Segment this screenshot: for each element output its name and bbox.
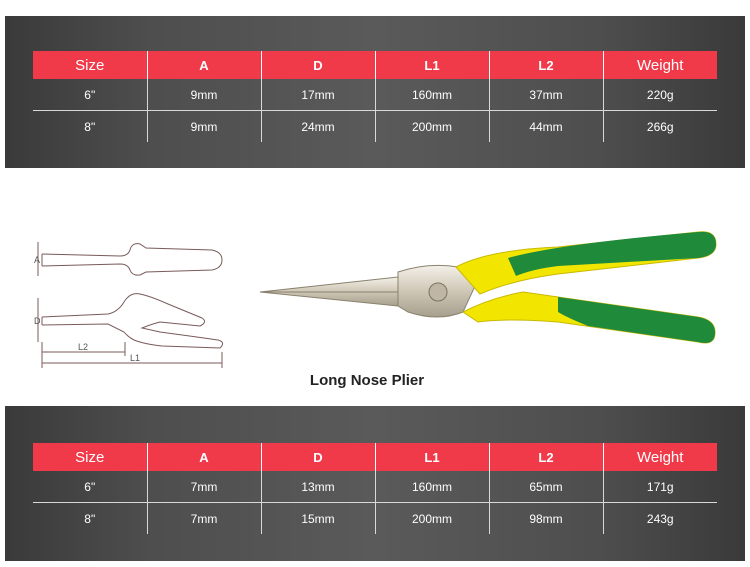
cell-weight: 266g	[603, 111, 717, 143]
header-l2: L2	[489, 443, 603, 471]
top-spec-table	[33, 51, 717, 142]
product-name: Long Nose Plier	[309, 372, 425, 389]
cell-a: 7mm	[147, 503, 261, 535]
cell-weight: 243g	[603, 503, 717, 535]
dimension-diagram	[30, 232, 245, 372]
diagram-label-l2: L2	[78, 342, 89, 352]
bottom-spec-table	[33, 443, 717, 534]
cell-size: 8"	[33, 503, 147, 535]
table-header-row	[33, 51, 717, 79]
header-d: D	[261, 51, 375, 79]
cell-l2: 98mm	[489, 503, 603, 535]
header-weight: Weight	[603, 443, 717, 471]
cell-weight: 171g	[603, 471, 717, 503]
top-spec-panel	[5, 16, 745, 168]
cell-size: 8"	[33, 111, 147, 143]
bottom-spec-panel	[5, 406, 745, 561]
cell-l1: 200mm	[375, 503, 489, 535]
table-row	[33, 503, 717, 535]
header-l2: L2	[489, 51, 603, 79]
cell-size: 6"	[84, 87, 96, 102]
diagram-side-view-outline	[42, 294, 223, 348]
header-a: A	[147, 443, 261, 471]
cell-l1: 160mm	[375, 471, 489, 503]
cell-d: 15mm	[261, 503, 375, 535]
cell-a: 9mm	[147, 79, 261, 111]
header-weight: Weight	[603, 51, 717, 79]
table-row	[33, 471, 717, 503]
cell-weight: 220g	[603, 79, 717, 111]
cell-d: 13mm	[261, 471, 375, 503]
cell-d: 24mm	[261, 111, 375, 143]
cell-l2: 65mm	[489, 471, 603, 503]
cell-l1: 200mm	[375, 111, 489, 143]
header-l1: L1	[375, 443, 489, 471]
cell-l2: 37mm	[489, 79, 603, 111]
diagram-top-view-outline	[42, 244, 222, 276]
cell-d: 17mm	[261, 79, 375, 111]
header-size: Size	[33, 51, 147, 79]
diagram-label-d: D	[34, 316, 41, 326]
diagram-label-a: A	[34, 255, 41, 265]
header-size: Size	[33, 443, 147, 471]
cell-l2: 44mm	[489, 111, 603, 143]
table-header-row	[33, 443, 717, 471]
cell-size: 6"	[84, 479, 96, 494]
plier-illustration	[258, 222, 720, 357]
cell-l1: 160mm	[375, 79, 489, 111]
header-d: D	[261, 443, 375, 471]
diagram-label-l1: L1	[130, 353, 141, 363]
cell-a: 7mm	[147, 471, 261, 503]
table-row	[33, 111, 717, 143]
cell-a: 9mm	[147, 111, 261, 143]
product-caption	[0, 372, 740, 389]
table-row	[33, 79, 717, 111]
lower-handle-grip	[558, 297, 715, 343]
header-l1: L1	[375, 51, 489, 79]
header-a: A	[147, 51, 261, 79]
